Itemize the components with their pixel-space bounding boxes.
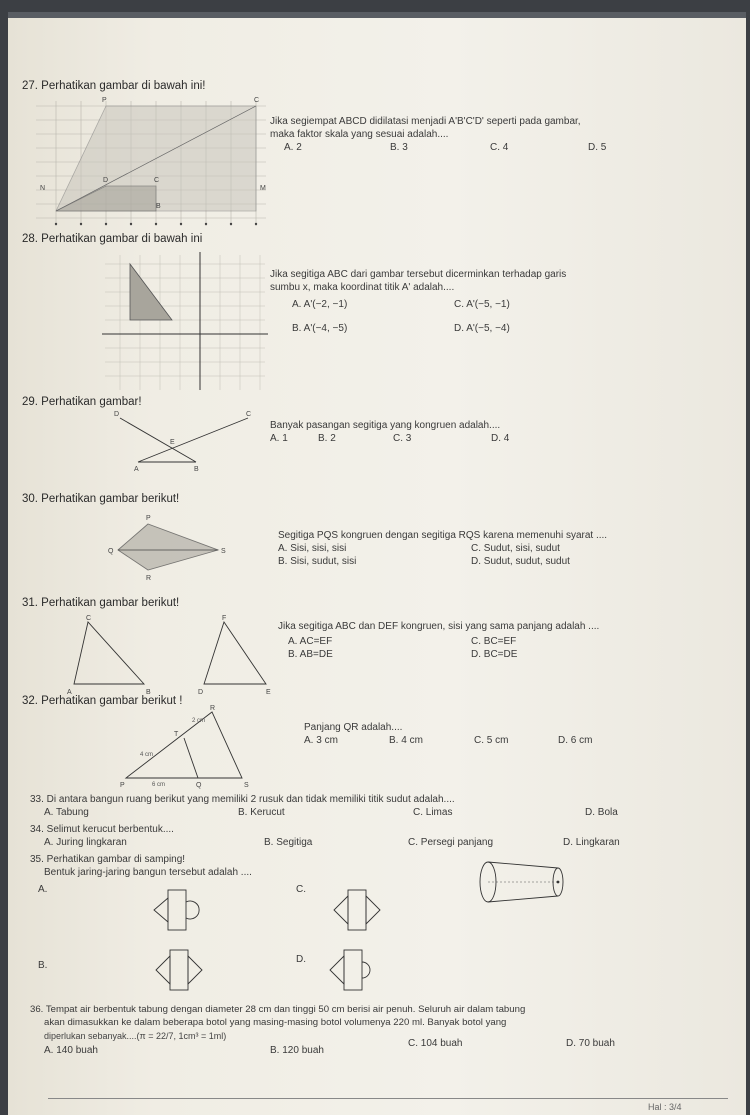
q35-option-a-label: A. — [38, 884, 48, 895]
svg-text:4 cm: 4 cm — [140, 752, 154, 758]
q33-question: 33. Di antara bangun ruang berikut yang memiliki 2 rusuk dan tidak memiliki titik sudut adalah.... — [30, 794, 455, 805]
q31-option-d: D. BC=DE — [471, 649, 518, 660]
q27-title: 27. Perhatikan gambar di bawah ini! — [22, 80, 206, 92]
q29-option-a: A. 1 — [270, 433, 288, 444]
q32-similar-triangles — [112, 705, 262, 789]
q27-question-line2: maka faktor skala yang sesuai adalah.... — [270, 129, 449, 140]
q36-question-line3: diperlukan sebanyak....(π = 22/7, 1cm³ = 1ml) — [44, 1031, 227, 1041]
q32-title: 32. Perhatikan gambar berikut ! — [22, 695, 183, 707]
svg-text:P: P — [120, 782, 125, 789]
q36-option-a: A. 140 buah — [44, 1045, 98, 1056]
svg-text:C: C — [86, 615, 92, 622]
svg-text:P: P — [146, 515, 151, 522]
svg-text:C: C — [154, 177, 160, 184]
q29-option-b: B. 2 — [318, 433, 336, 444]
q34-question: 34. Selimut kerucut berbentuk.... — [30, 824, 174, 835]
q27-option-c: C. 4 — [490, 142, 509, 153]
q36-question-line1: 36. Tempat air berbentuk tabung dengan diameter 28 cm dan tinggi 50 cm berisi air penuh. Seluruh air dalam tabung — [30, 1004, 526, 1015]
q35-option-b-net — [148, 944, 228, 994]
q30-option-d: D. Sudut, sudut, sudut — [471, 556, 570, 567]
q30-option-c: C. Sudut, sisi, sudut — [471, 543, 560, 554]
q35-question-line2: Bentuk jaring-jaring bangun tersebut adalah .... — [44, 867, 252, 878]
q35-question-line1: 35. Perhatikan gambar di samping! — [30, 854, 186, 865]
q35-frustum-figure — [476, 858, 576, 906]
q34-option-d: D. Lingkaran — [563, 837, 620, 848]
svg-text:D: D — [198, 689, 204, 696]
q35-option-c-label: C. — [296, 884, 306, 895]
q28-option-b: B. A'(−4, −5) — [292, 323, 348, 334]
q27-dilation-grid — [26, 96, 276, 236]
svg-text:C: C — [246, 411, 252, 418]
svg-text:M: M — [260, 185, 266, 192]
q33-option-d: D. Bola — [585, 807, 618, 818]
q32-option-b: B. 4 cm — [389, 735, 423, 746]
q33-option-c: C. Limas — [413, 807, 453, 818]
q34-option-c: C. Persegi panjang — [408, 837, 494, 848]
q36-option-d: D. 70 buah — [566, 1038, 615, 1049]
q31-option-b: B. AB=DE — [288, 649, 333, 660]
q31-option-c: C. BC=EF — [471, 636, 517, 647]
q30-title: 30. Perhatikan gambar berikut! — [22, 493, 180, 505]
q31-triangle-def — [204, 622, 266, 684]
svg-text:R: R — [210, 705, 216, 712]
svg-text:A: A — [67, 689, 72, 696]
svg-text:A: A — [134, 466, 139, 473]
q32-option-d: D. 6 cm — [558, 735, 593, 746]
q28-question-line1: Jika segitiga ABC dari gambar tersebut dicerminkan terhadap garis — [270, 269, 567, 280]
q28-coordinate-plane — [100, 250, 270, 392]
footer-divider — [48, 1098, 728, 1099]
q30-question: Segitiga PQS kongruen dengan segitiga RQS karena memenuhi syarat .... — [278, 530, 608, 541]
q29-option-c: C. 3 — [393, 433, 412, 444]
q29-crossed-triangles — [108, 410, 258, 472]
svg-text:Q: Q — [196, 782, 202, 789]
svg-text:2 cm: 2 cm — [192, 718, 206, 724]
svg-text:D: D — [103, 177, 109, 184]
q29-option-d: D. 4 — [491, 433, 510, 444]
q33-option-b: B. Kerucut — [238, 807, 285, 818]
svg-text:S: S — [244, 782, 249, 789]
q31-triangle-abc — [74, 622, 144, 684]
q35-option-a-net — [148, 884, 228, 934]
svg-text:S: S — [221, 548, 226, 555]
q34-option-a: A. Juring lingkaran — [44, 837, 127, 848]
q28-option-a: A. A'(−2, −1) — [292, 299, 348, 310]
q36-option-c: C. 104 buah — [408, 1038, 463, 1049]
q32-option-c: C. 5 cm — [474, 735, 509, 746]
q29-title: 29. Perhatikan gambar! — [22, 396, 142, 408]
q33-option-a: A. Tabung — [44, 807, 89, 818]
q29-question: Banyak pasangan segitiga yang kongruen adalah.... — [270, 420, 501, 431]
worksheet-page — [8, 12, 746, 1115]
svg-text:N: N — [40, 185, 46, 192]
q31-two-triangles — [64, 614, 284, 700]
q30-kite — [118, 524, 218, 570]
q36-option-b: B. 120 buah — [270, 1045, 324, 1056]
q27-question-line1: Jika segiempat ABCD didilatasi menjadi A'B'C'D' seperti pada gambar, — [270, 116, 581, 127]
svg-text:B: B — [156, 203, 161, 210]
q36-question-line2: akan dimasukkan ke dalam beberapa botol yang masing-masing botol volumenya 220 ml. Banyak botol yang — [44, 1017, 507, 1028]
q31-question: Jika segitiga ABC dan DEF kongruen, sisi yang sama panjang adalah .... — [278, 621, 600, 632]
q27-option-d: D. 5 — [588, 142, 607, 153]
svg-text:P: P — [102, 97, 107, 104]
q32-question: Panjang QR adalah.... — [304, 722, 403, 733]
q31-title: 31. Perhatikan gambar berikut! — [22, 597, 180, 609]
q35-option-d-net — [324, 944, 404, 994]
svg-text:E: E — [170, 439, 175, 446]
svg-text:T: T — [174, 731, 179, 738]
q28-option-c: C. A'(−5, −1) — [454, 299, 510, 310]
q31-option-a: A. AC=EF — [288, 636, 333, 647]
q30-kite-figure — [108, 512, 248, 582]
q35-option-c-net — [328, 884, 408, 934]
q32-option-a: A. 3 cm — [304, 735, 338, 746]
q27-option-b: B. 3 — [390, 142, 408, 153]
svg-text:Q: Q — [108, 548, 114, 555]
q28-title: 28. Perhatikan gambar di bawah ini — [22, 233, 203, 245]
svg-text:B: B — [146, 689, 151, 696]
q30-option-b: B. Sisi, sudut, sisi — [278, 556, 357, 567]
svg-text:E: E — [266, 689, 271, 696]
q34-option-b: B. Segitiga — [264, 837, 313, 848]
svg-text:D: D — [114, 411, 120, 418]
q30-option-a: A. Sisi, sisi, sisi — [278, 543, 347, 554]
svg-text:C: C — [254, 97, 260, 104]
svg-text:R: R — [146, 575, 152, 582]
page-number: Hal : 3/4 — [648, 1102, 682, 1112]
q35-option-d-label: D. — [296, 954, 306, 965]
svg-text:6 cm: 6 cm — [152, 782, 166, 788]
q35-option-b-label: B. — [38, 960, 48, 971]
svg-text:F: F — [222, 615, 227, 622]
q28-option-d: D. A'(−5, −4) — [454, 323, 510, 334]
q27-option-a: A. 2 — [284, 142, 302, 153]
svg-text:B: B — [194, 466, 199, 473]
q28-question-line2: sumbu x, maka koordinat titik A' adalah.... — [270, 282, 455, 293]
